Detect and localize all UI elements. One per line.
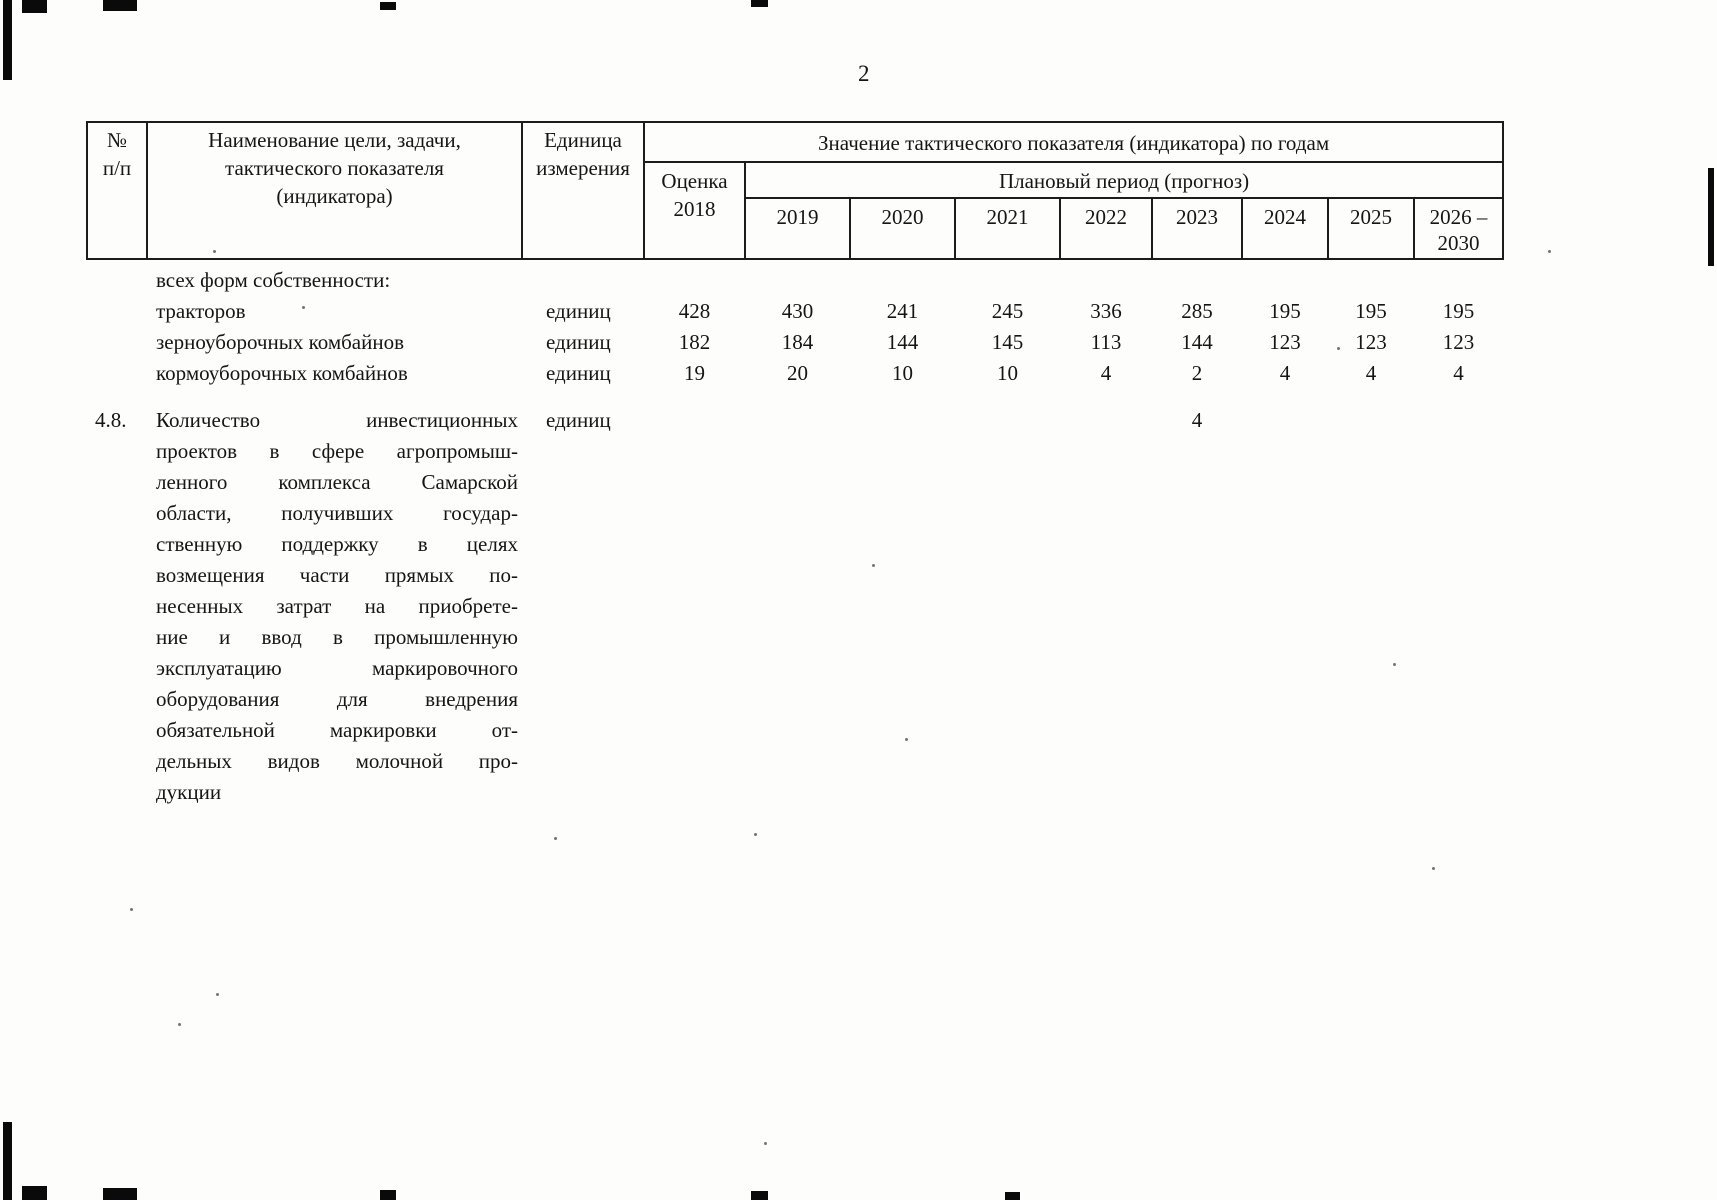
row-value-cell: 184 — [781, 330, 814, 354]
row-unit-cell: единиц — [546, 330, 611, 354]
page-number: 2 — [858, 61, 870, 86]
header-cell-estimate — [644, 162, 745, 259]
name-line: обязательной маркировки от- — [156, 718, 518, 742]
row-name-cell — [147, 327, 522, 358]
row-value-cell — [1152, 259, 1242, 296]
row-value-cell: 144 — [886, 330, 919, 354]
row-value-cell: 123 — [1355, 330, 1387, 354]
header-row-1 — [87, 122, 1503, 162]
name-line: ние и ввод в промышленную — [156, 625, 518, 649]
scan-artifact — [22, 1186, 47, 1200]
row-value-cell — [850, 259, 955, 296]
scan-artifact — [22, 0, 47, 13]
table-row — [87, 358, 1503, 389]
name-line: области, получивших государ- — [156, 501, 518, 525]
row-unit-cell: единиц — [546, 299, 611, 323]
scan-speck — [754, 833, 757, 836]
scan-artifact — [3, 1122, 12, 1200]
row-value-cell: 428 — [678, 299, 711, 323]
row-value-cell: 145 — [991, 330, 1024, 354]
row-value-cell — [1328, 389, 1414, 808]
row-value-cell: 285 — [1181, 299, 1213, 323]
row-value-cell — [745, 259, 850, 296]
row-unit-cell — [522, 259, 644, 296]
indicators-table — [86, 121, 1504, 808]
name-line: ленного комплекса Самарской — [156, 470, 518, 494]
table-header — [87, 122, 1503, 259]
row-name-cell — [147, 389, 522, 808]
header-num-line: п/п — [102, 156, 132, 180]
row-value-cell — [1414, 259, 1503, 296]
scan-speck — [130, 908, 133, 911]
row-value-cell: 195 — [1442, 299, 1475, 323]
name-line: дельных видов молочной про- — [156, 749, 518, 773]
row-value-cell — [745, 389, 850, 808]
scan-speck — [178, 1023, 181, 1026]
row-name-cell — [147, 259, 522, 296]
scan-artifact — [380, 2, 396, 10]
scan-speck — [302, 306, 305, 309]
table-row — [87, 327, 1503, 358]
name-line: эксплуатацию маркировочного — [156, 656, 518, 680]
scan-speck — [872, 564, 875, 567]
header-name-line: (индикатора) — [276, 184, 393, 208]
row-value-cell: 195 — [1269, 299, 1301, 323]
row-value-cell — [850, 389, 955, 808]
scan-artifact — [103, 0, 137, 11]
header-cell-name — [147, 122, 522, 259]
row-num-cell — [87, 296, 147, 327]
scan-speck — [213, 250, 216, 253]
header-cell-year-2024: 2024 — [1242, 198, 1328, 259]
estimate-line: Оценка — [661, 169, 728, 193]
name-line: Количество инвестиционных — [156, 408, 518, 432]
row-value-cell: 113 — [1090, 330, 1122, 354]
row-value-cell: 4 — [1100, 361, 1112, 385]
row-num-cell — [87, 358, 147, 389]
header-cell-year-2022: 2022 — [1060, 198, 1152, 259]
name-line: кормоуборочных комбайнов — [156, 361, 408, 385]
scan-speck — [216, 993, 219, 996]
row-value-cell: 20 — [787, 361, 808, 385]
name-line: проектов в сфере агропромыш- — [156, 439, 518, 463]
row-value-cell — [1414, 389, 1503, 808]
row-value-cell: 10 — [892, 361, 913, 385]
scan-speck — [1393, 663, 1396, 666]
row-value-cell — [644, 389, 745, 808]
estimate-line: 2018 — [673, 197, 716, 221]
header-cell-unit — [522, 122, 644, 259]
table-row — [87, 389, 1503, 808]
row-unit-cell: единиц — [546, 408, 611, 432]
scan-artifact — [1005, 1192, 1020, 1200]
row-num-cell: 4.8. — [95, 408, 127, 432]
row-name-cell — [147, 296, 522, 327]
row-value-cell — [955, 259, 1060, 296]
row-value-cell: 245 — [991, 299, 1024, 323]
name-line: тракторов — [156, 299, 246, 323]
row-value-cell: 4 — [1453, 361, 1464, 385]
row-value-cell: 336 — [1090, 299, 1122, 323]
table-row — [87, 296, 1503, 327]
row-value-cell — [644, 259, 745, 296]
header-cell-year-2019: 2019 — [745, 198, 850, 259]
header-num-line: № — [106, 128, 128, 152]
header-cell-num — [87, 122, 147, 259]
name-line: дукции — [156, 780, 222, 804]
row-value-cell: 182 — [678, 330, 711, 354]
row-unit-cell: единиц — [546, 361, 611, 385]
scan-speck — [554, 837, 557, 840]
name-line: оборудования для внедрения — [156, 687, 518, 711]
table-row — [87, 259, 1503, 296]
name-line: несенных затрат на приобрете- — [156, 594, 518, 618]
row-value-cell: 144 — [1181, 330, 1213, 354]
scan-speck — [764, 1142, 767, 1145]
row-value-cell: 4 — [1279, 361, 1291, 385]
scan-artifact — [3, 0, 12, 80]
scan-artifact — [1708, 168, 1714, 266]
header-cell-plan-period: Плановый период (прогноз) — [745, 162, 1503, 198]
scan-artifact — [103, 1188, 137, 1200]
row-num-cell — [87, 259, 147, 296]
header-name-line: Наименование цели, задачи, — [208, 128, 461, 152]
row-value-cell — [1060, 259, 1152, 296]
header-cell-year-2021: 2021 — [955, 198, 1060, 259]
name-line: зерноуборочных комбайнов — [156, 330, 405, 354]
header-cell-year-2023: 2023 — [1152, 198, 1242, 259]
scan-speck — [1548, 250, 1551, 253]
name-line: ственную поддержку в целях — [156, 532, 518, 556]
row-value-cell: 195 — [1355, 299, 1387, 323]
header-name-line: тактического показателя — [225, 156, 444, 180]
row-value-cell: 19 — [684, 361, 705, 385]
header-unit-line: Единица — [544, 128, 622, 152]
row-value-cell: 2 — [1191, 361, 1203, 385]
header-cell-values-title: Значение тактического показателя (индикатора) по годам — [644, 122, 1503, 162]
row-value-cell — [1060, 389, 1152, 808]
row-value-cell: 123 — [1442, 330, 1475, 354]
table-body — [87, 259, 1503, 808]
row-value-cell: 4 — [1191, 408, 1203, 432]
name-line: возмещения части прямых по- — [156, 563, 518, 587]
scan-speck — [905, 738, 908, 741]
row-value-cell — [1242, 259, 1328, 296]
scan-speck — [1432, 867, 1435, 870]
name-line: всех форм собственности: — [156, 268, 391, 292]
row-value-cell — [955, 389, 1060, 808]
header-cell-year-2025: 2025 — [1328, 198, 1414, 259]
header-cell-year-2026-2030: 2026 – 2030 — [1414, 198, 1503, 259]
row-value-cell: 123 — [1269, 330, 1301, 354]
row-value-cell — [1242, 389, 1328, 808]
header-unit-line: измерения — [536, 156, 630, 180]
header-cell-year-2020: 2020 — [850, 198, 955, 259]
scan-speck — [1337, 347, 1340, 350]
row-name-cell — [147, 358, 522, 389]
scan-artifact — [751, 0, 768, 7]
row-value-cell — [1328, 259, 1414, 296]
row-num-cell — [87, 327, 147, 358]
scan-artifact — [380, 1190, 396, 1200]
scan-artifact — [751, 1191, 768, 1200]
row-value-cell: 430 — [781, 299, 814, 323]
row-value-cell: 10 — [997, 361, 1018, 385]
row-value-cell: 241 — [886, 299, 919, 323]
row-value-cell: 4 — [1365, 361, 1377, 385]
